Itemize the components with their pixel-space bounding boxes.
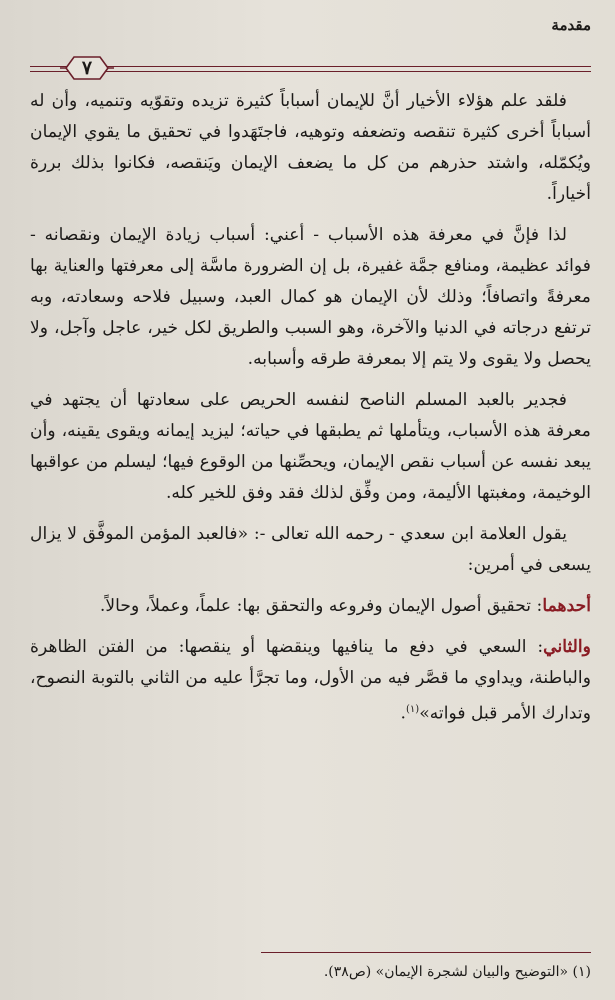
point-one-text: : تحقيق أصول الإيمان وفروعه والتحقق بها: علماً، وعملاً، وحالاً.: [99, 596, 543, 616]
point-two-end: .: [400, 703, 406, 724]
footnote: (١) «التوضيح والبيان لشجرة الإيمان» (ص٣٨).: [323, 964, 591, 980]
point-one: [30, 591, 591, 622]
point-two-text: : السعي في دفع ما ينافيها وينقضها أو ينقصها: من الفتن الظاهرة والباطنة، ويداوي ما قصَّر فيه من الأول، وما تجرَّأ عليه من الثاني بالتوبة النصوح، وتدارك الأمر قبل فواته»: [30, 637, 591, 724]
main-text: [30, 86, 591, 740]
quote-intro: يقول العلامة ابن سعدي - رحمه الله تعالى -: «فالعبد المؤمن الموفَّق لا يزال يسعى في أمرين:: [30, 524, 591, 575]
point-one-label: أحدهما: [542, 596, 591, 616]
header-rule: [30, 66, 591, 72]
paragraph-1: فلقد علم هؤلاء الأخيار أنَّ للإيمان أسباباً كثيرة تزيده وتقوّيه وتنميه، وأن له أسباباً أخرى كثيرة تنقصه وتضعفه وتوهيه، فاجتَهَدوا في تحقيق ما يقوي الإيمان ويُكمّله، واشتد حذرهم من كل ما يضعف الإيمان ويَنقصه، فكانوا بذلك بررة أخياراً.: [30, 91, 591, 204]
paragraph-2: لذا فإنَّ في معرفة هذه الأسباب - أعني: أسباب زيادة الإيمان ونقصانه - فوائد عظيمة، ومنافع جمَّة غفيرة، بل إن الضرورة ماسَّة إلى معرفتها والعناية بها معرفةً واتصافاً؛ وذلك لأن الإيمان هو كمال العبد، وسبيل فلاحه وسعادته، وبه ترتفع درجاته في الدنيا والآخرة، وهو السبب والطريق لكل خير، عاجل وآجل، ولا يحصل ولا يقوى ولا يتم إلا بمعرفة طرقه وأسبابه.: [30, 225, 591, 369]
page-number: ٧: [81, 57, 93, 79]
footnote-ref: (١): [406, 704, 420, 715]
paragraph-3: فجدير بالعبد المسلم الناصح لنفسه الحريص على سعادتها أن يجتهد في معرفة هذه الأسباب، ويتأملها ثم يطبقها في حياته؛ ليزيد إيمانه ويقوى يقينه، وأن يبعد نفسه عن أسباب نقص الإيمان، ويحصِّنها من الوقوع فيها؛ ليسلم من عواقبها الوخيمة، ومغبتها الأليمة، ومن وفِّق لذلك فقد وفق للخير كله.: [30, 390, 591, 503]
point-two-label: والثاني: [543, 637, 591, 657]
running-title: مقدمة: [551, 16, 591, 34]
footnote-rule: [261, 952, 591, 953]
point-two: [30, 632, 591, 730]
